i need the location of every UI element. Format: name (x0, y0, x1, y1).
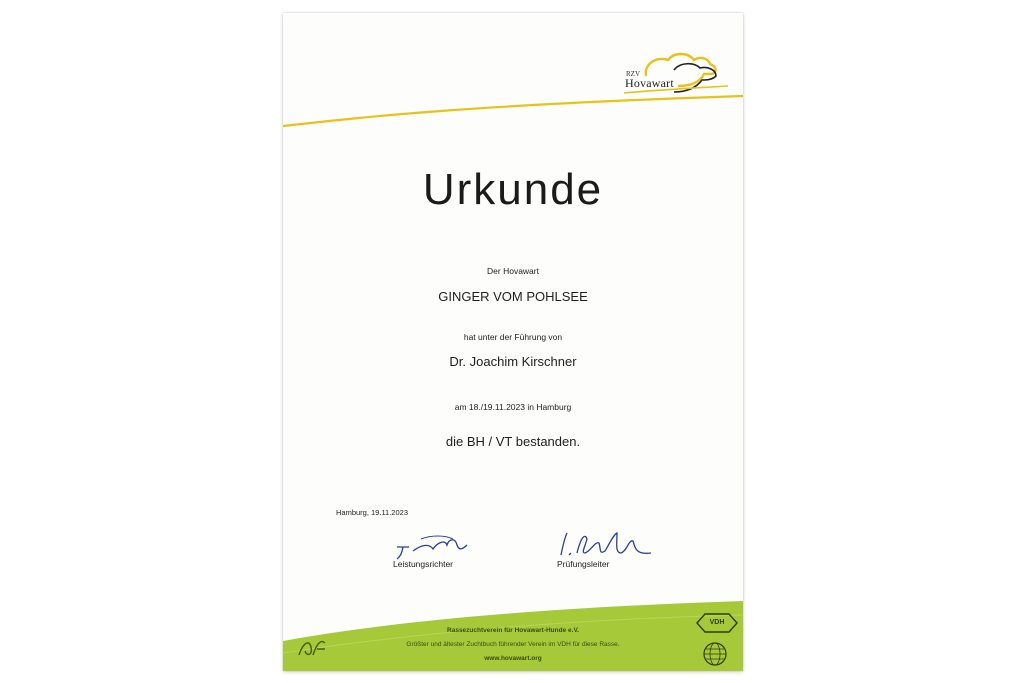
examiner-label: Prüfungsleiter (557, 559, 610, 569)
handler-name: Dr. Joachim Kirschner (449, 354, 577, 369)
certificate-decoration (283, 13, 743, 671)
judge-signature (391, 525, 471, 561)
logo-name-text: Hovawart (625, 76, 674, 90)
vdh-badge-text: VDH (709, 619, 725, 626)
logo-rzv-text: RZV (626, 70, 640, 78)
certificate-title: Urkunde (422, 165, 604, 214)
judge-label: Leistungsrichter (393, 559, 454, 569)
hovawart-mark-icon (295, 633, 329, 661)
footer-website: www.hovawart.org (484, 655, 542, 662)
signing-place-date: Hamburg, 19.11.2023 (336, 508, 408, 517)
fci-globe-seal-icon (702, 641, 728, 667)
dog-name: GINGER VOM POHLSEE (438, 289, 588, 304)
footer-club-name: Rassezuchtverein für Hovawart-Hunde e.V. (447, 627, 579, 634)
intro-text: Der Hovawart (487, 266, 539, 276)
certificate-document (283, 13, 743, 671)
leader-intro-text: hat unter der Führung von (463, 332, 563, 342)
result-text: die BH / VT bestanden. (445, 434, 581, 449)
date-place-text: am 18./19.11.2023 in Hamburg (454, 402, 572, 412)
footer-slogan: Größter und ältester Zuchtbuch führender Verein im VDH für diese Rasse. (406, 641, 620, 648)
